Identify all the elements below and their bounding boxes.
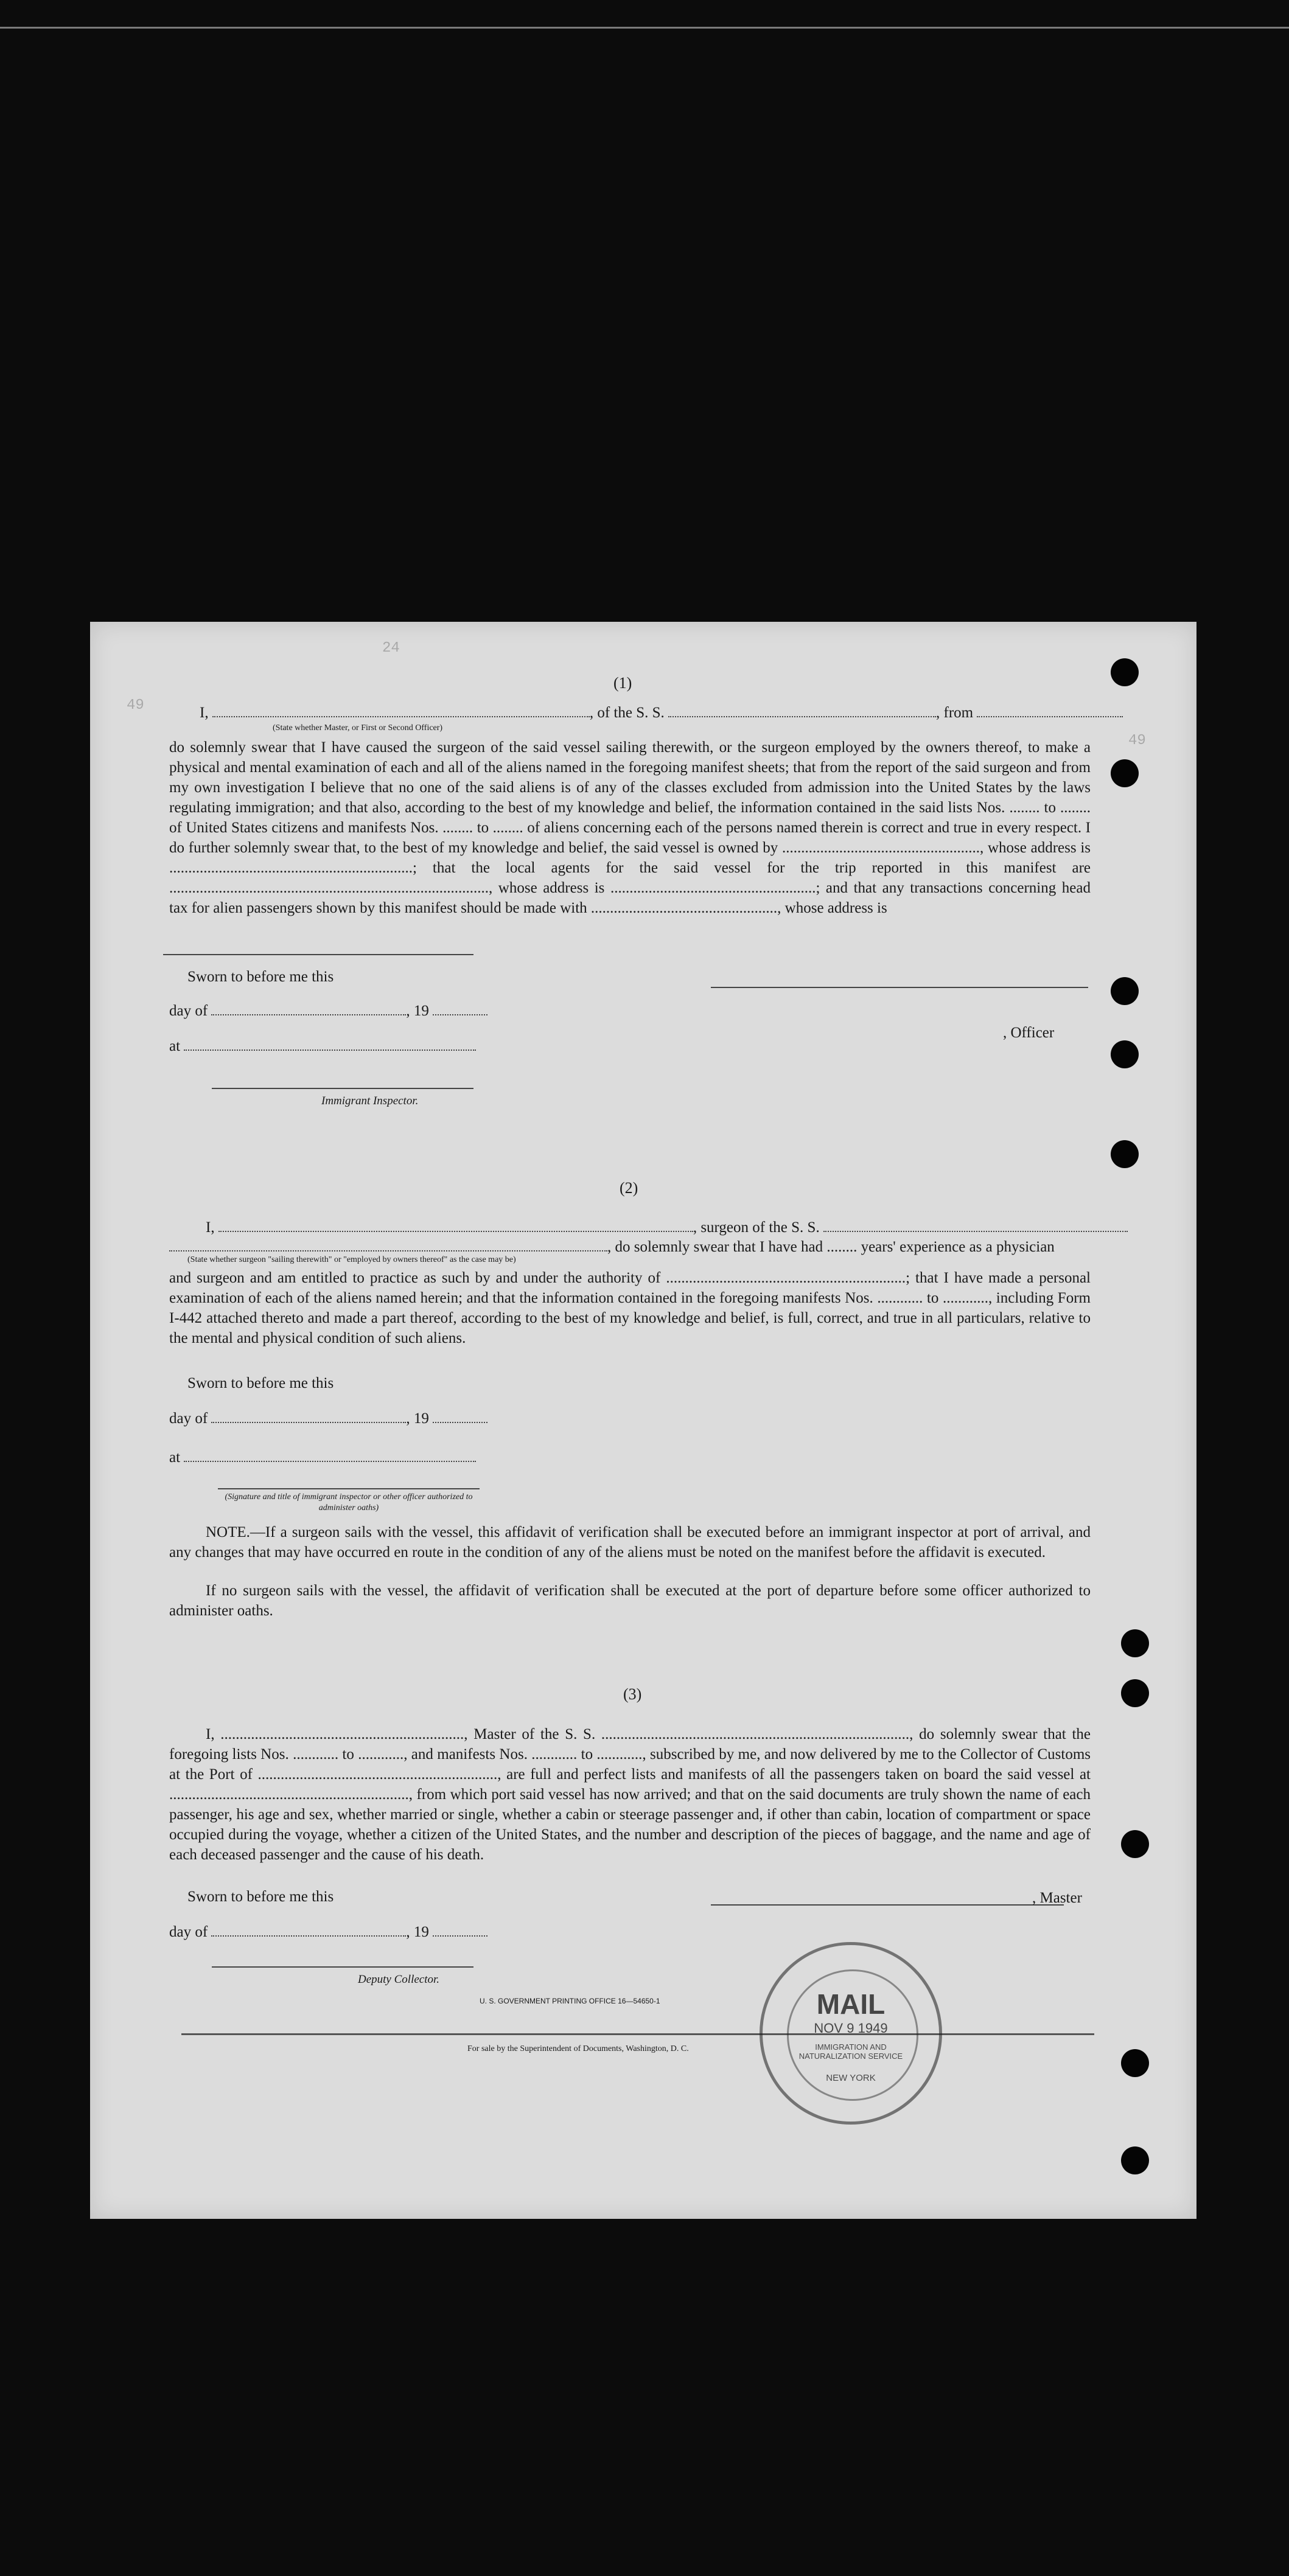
punch-hole xyxy=(1111,759,1139,787)
s1-at: at xyxy=(169,1036,476,1057)
s1-sworn: Sworn to before me this xyxy=(187,969,334,985)
sale-notice: For sale by the Superintendent of Documents, Washington, D. C. xyxy=(467,2044,689,2053)
s1-line1: I, , of the S. S. , from xyxy=(200,702,1123,723)
s2-signature-rule xyxy=(218,1488,480,1489)
stamp-ring-text: IMMIGRATION AND NATURALIZATION SERVICE xyxy=(798,2042,903,2061)
s3-day-of: day of , 19 xyxy=(169,1921,487,1943)
s1-day-of: day of , 19 xyxy=(169,1000,487,1022)
s2-oath-body: and surgeon and am entitled to practice as such by and under the authority of ...............................................................; that I have made a personal examination of each of the aliens named herein; and that the information contained in the foregoing manifests Nos. ............ to ............, including Form I-442 attached thereto and made a part thereof, according to the best of my knowledge and belief, is full, correct, and true in all particulars, relative to the mental and physical condition of such aliens. xyxy=(169,1270,1091,1346)
punch-hole xyxy=(1121,2146,1149,2174)
manifest-affidavit-page xyxy=(90,622,1196,2219)
s2-note-2: If no surgeon sails with the vessel, the affidavit of verification shall be executed at the port of departure before some officer authorized to administer oaths. xyxy=(169,1582,1091,1619)
s3-master-title: , Master xyxy=(1032,1890,1082,1906)
s1-oath-body: do solemnly swear that I have caused the surgeon of the said vessel sailing therewith, or the surgeon employed by the owners thereof, to make a physical and mental examination of each and all of the aliens named in the foregoing manifest sheets; that from the report of the said surgeon and from my own investigation I believe that no one of the said aliens is of any of the classes excluded from admission into the United States by the laws regulating immigration; and that also, according to the best of my knowledge and belief, the information contained in the said lists Nos. ........ to ........ of United States citizens and manifests Nos. ........ to ........ of aliens concerning each of the persons named therein is correct and true in every respect. I do further solemnly swear that, to the best of my knowledge and belief, the said vessel is owned by ...................................................., whose address is ................................................................; that the local agents for the said vessel for the trip reported in this manifest are ...................................................................................., whose address is ......................................................; and that any transactions concerning head tax for alien passengers shown by this manifest should be made with ................................................., whose address is xyxy=(169,739,1091,916)
s3-collector-title: Deputy Collector. xyxy=(358,1973,440,1986)
s3-collector-rule xyxy=(212,1966,473,1968)
s3-sworn: Sworn to before me this xyxy=(187,1888,334,1905)
punch-hole xyxy=(1121,2049,1149,2077)
s2-signature-caption: (Signature and title of immigrant inspector or other officer authorized to administer oaths) xyxy=(225,1492,473,1513)
stamp-mail-label: MAIL xyxy=(816,1988,886,2020)
s2-day-of: day of , 19 xyxy=(169,1408,487,1429)
received-mail-stamp xyxy=(760,1942,942,2125)
punch-hole xyxy=(1121,1629,1149,1657)
section-1-heading: (1) xyxy=(613,674,632,692)
gpo-imprint: U. S. GOVERNMENT PRINTING OFFICE 16—54650-1 xyxy=(480,1997,660,2005)
s1-inspector-rule xyxy=(212,1088,473,1089)
margin-number: 49 xyxy=(127,697,144,714)
section-3-heading: (3) xyxy=(623,1685,642,1703)
s3-oath-body: I, ................................................................, Master of the S. S. ................................................................................., do solemnly swear that the foregoing lists Nos. ............ to ............, and manifests Nos. ............ to ............, subscribed by me, and now delivered by me to the Collector of Customs at the Port of ..............................................................., are full and perfect lists and manifests of all the passengers taken on board the said vessel at ..............................................................., from which port said vessel has now arrived; and that on the said documents are truly shown the name of each passenger, his age and sex, whether married or single, whether a cabin or steerage passenger and, if other than cabin, location of compartment or space occupied during the voyage, whether a citizen of the United States, and the number and description of the pieces of baggage, and the name and age of each deceased passenger and the cause of his death. xyxy=(169,1726,1091,1863)
s2-at: at xyxy=(169,1447,476,1468)
s2-surgeon-caption: (State whether surgeon "sailing therewith" or "employed by owners thereof" as the case may be) xyxy=(187,1255,516,1264)
s1-officer-caption: (State whether Master, or First or Second Officer) xyxy=(273,723,443,733)
punch-hole xyxy=(1111,1140,1139,1168)
section-2-heading: (2) xyxy=(620,1179,638,1197)
footer-rule xyxy=(181,2033,1094,2035)
s2-note: NOTE.—If a surgeon sails with the vessel, this affidavit of verification shall be executed before an immigrant inspector at port of arrival, and any changes that may have occurred en route in the condition of any of the aliens must be noted on the manifest before the affidavit is executed. xyxy=(169,1524,1091,1561)
s1-officer-rule xyxy=(711,987,1088,988)
s1-rule xyxy=(163,954,473,955)
stamp-city: NEW YORK xyxy=(826,2073,876,2083)
stamp-date: NOV 9 1949 xyxy=(814,2021,888,2036)
s2-sworn: Sworn to before me this xyxy=(187,1375,334,1391)
s2-line1: I, , surgeon of the S. S. xyxy=(206,1217,1128,1238)
punch-hole xyxy=(1121,1830,1149,1858)
s3-master-rule xyxy=(711,1904,1064,1906)
s1-officer-title: , Officer xyxy=(1003,1025,1055,1041)
punch-hole xyxy=(1121,1679,1149,1707)
s2-line2: , do solemnly swear that I have had ........ years' experience as a physician xyxy=(169,1236,1055,1258)
punch-hole xyxy=(1111,977,1139,1005)
margin-number: 49 xyxy=(1128,733,1146,749)
punch-hole xyxy=(1111,658,1139,686)
s1-inspector-title: Immigrant Inspector. xyxy=(321,1095,419,1107)
punch-hole xyxy=(1111,1040,1139,1068)
page-number: 24 xyxy=(382,640,400,656)
top-border-line xyxy=(0,27,1289,29)
